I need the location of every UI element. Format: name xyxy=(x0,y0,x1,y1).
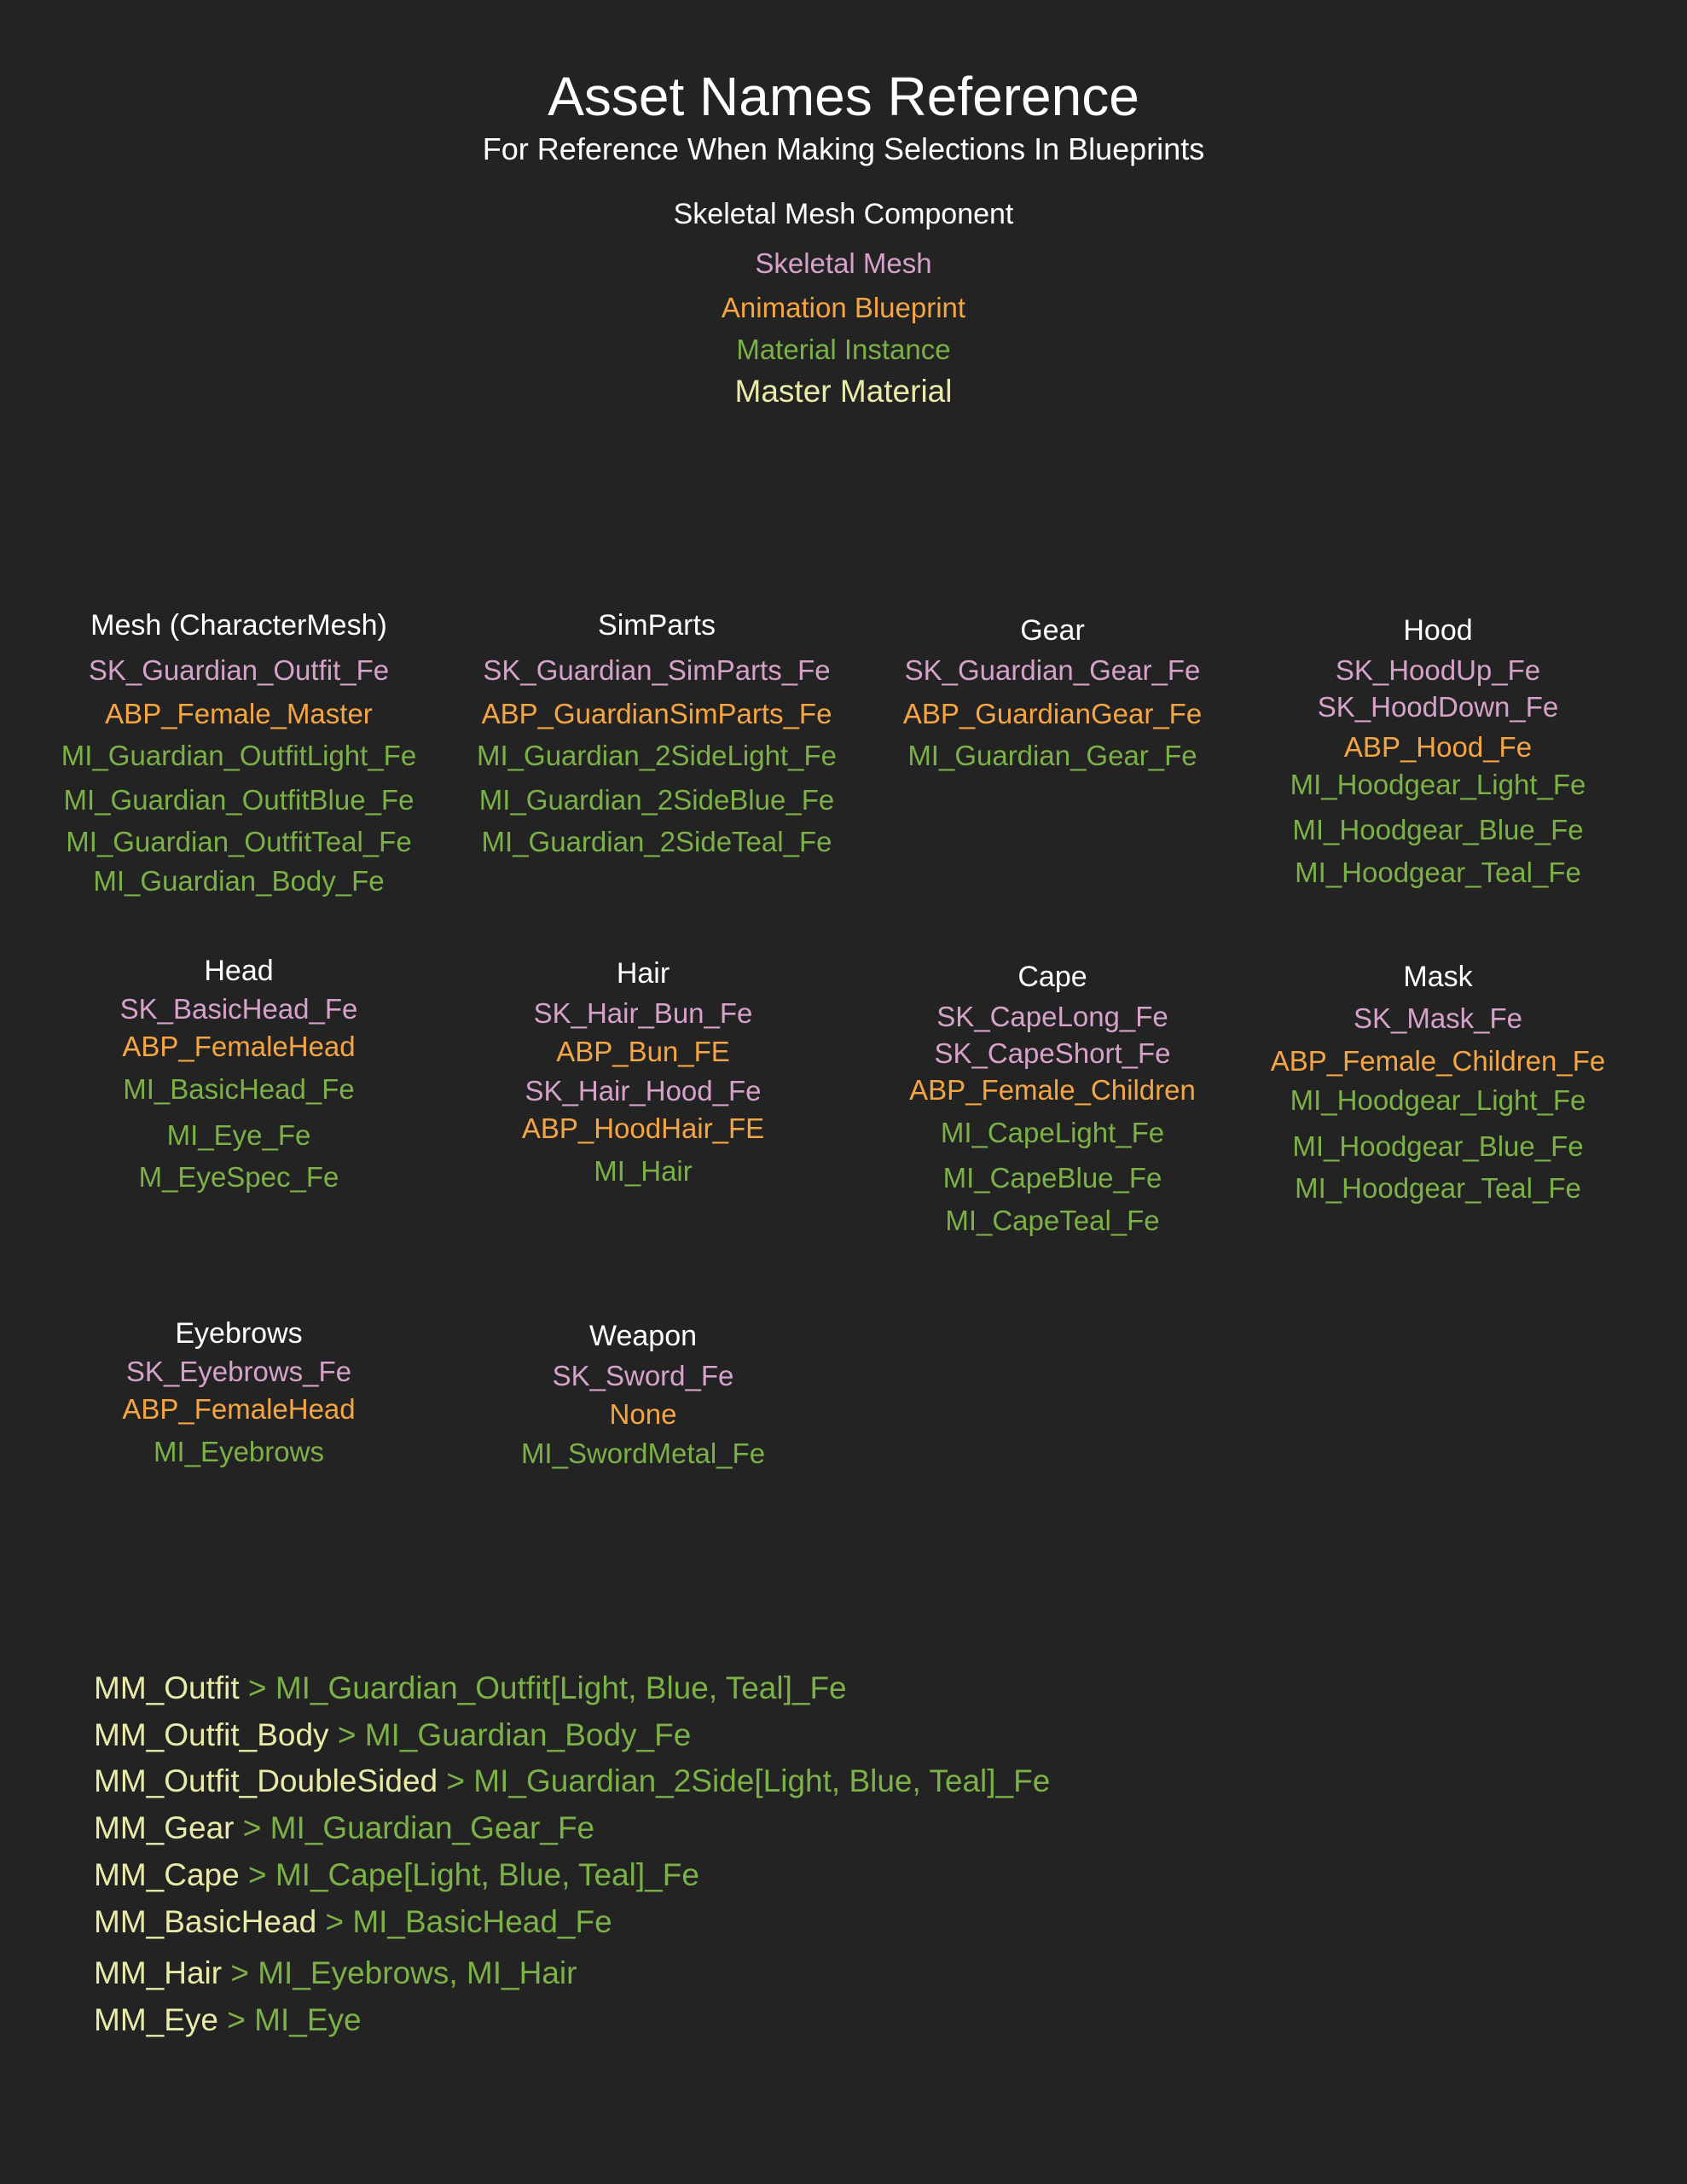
list-item: MI_Hoodgear_Teal_Fe xyxy=(1295,856,1581,888)
list-item: MI_CapeTeal_Fe xyxy=(945,1204,1160,1236)
list-item: MI_Hoodgear_Blue_Fe xyxy=(1292,1130,1584,1162)
group-title: SimParts xyxy=(598,609,716,642)
list-item: MI_Guardian_Gear_Fe xyxy=(907,739,1197,771)
mm-row-gear xyxy=(94,1810,594,1846)
list-item: SK_HoodDown_Fe xyxy=(1317,691,1559,723)
list-item: MI_Guardian_OutfitBlue_Fe xyxy=(63,783,415,816)
group-mesh xyxy=(34,608,443,897)
list-item: ABP_FemaleHead xyxy=(122,1031,356,1063)
group-title: Gear xyxy=(1020,614,1085,647)
list-item: ABP_GuardianGear_Fe xyxy=(902,698,1203,730)
list-item: MI_Guardian_Body_Fe xyxy=(93,864,385,897)
list-item: ABP_Female_Children xyxy=(909,1073,1196,1106)
material-instance-names: MI_Guardian_2Side[Light, Blue, Teal]_Fe xyxy=(473,1763,1051,1798)
group-cape xyxy=(848,960,1257,1237)
list-item: MI_Hoodgear_Light_Fe xyxy=(1290,768,1586,800)
master-material-name: MM_Eye xyxy=(94,2002,218,2037)
material-instance-names: MI_Eyebrows, MI_Hair xyxy=(258,1955,577,1990)
material-instance-names: MI_Guardian_Gear_Fe xyxy=(270,1810,595,1845)
mm-row-outfit-body xyxy=(94,1717,691,1753)
material-instance-names: MI_BasicHead_Fe xyxy=(352,1904,612,1939)
mapping-arrow: > xyxy=(230,1955,249,1990)
list-item: MI_Hoodgear_Blue_Fe xyxy=(1292,814,1584,846)
material-instance-names: MI_Eye xyxy=(254,2002,362,2037)
list-item: MI_BasicHead_Fe xyxy=(123,1072,355,1105)
list-item: M_EyeSpec_Fe xyxy=(138,1161,339,1194)
list-item: MI_Guardian_OutfitTeal_Fe xyxy=(66,826,412,858)
list-item: None xyxy=(609,1398,677,1431)
list-item: SK_HoodUp_Fe xyxy=(1335,653,1541,686)
list-item: SK_Guardian_Outfit_Fe xyxy=(88,653,390,686)
mapping-arrow: > xyxy=(227,2002,246,2037)
list-item: SK_BasicHead_Fe xyxy=(119,992,358,1025)
group-title: Eyebrows xyxy=(175,1317,303,1350)
list-item: MI_CapeLight_Fe xyxy=(940,1116,1165,1148)
mm-row-hair xyxy=(94,1955,577,1991)
list-item: SK_Hair_Bun_Fe xyxy=(533,996,753,1029)
mm-row-eye xyxy=(94,2002,362,2038)
mapping-arrow: > xyxy=(242,1810,262,1845)
group-weapon xyxy=(438,1319,848,1471)
list-item: MI_Hoodgear_Light_Fe xyxy=(1290,1083,1586,1116)
master-material-name: MM_Hair xyxy=(94,1955,223,1990)
list-item: MI_Guardian_2SideTeal_Fe xyxy=(481,826,832,858)
page-subtitle: For Reference When Making Selections In Blueprints xyxy=(482,131,1205,166)
list-item: MI_CapeBlue_Fe xyxy=(942,1162,1162,1194)
material-instance-names: MI_Guardian_Outfit[Light, Blue, Teal]_Fe xyxy=(275,1670,847,1705)
list-item: MI_Hoodgear_Teal_Fe xyxy=(1295,1172,1581,1205)
page-title: Asset Names Reference xyxy=(548,66,1139,127)
list-item: SK_Eyebrows_Fe xyxy=(125,1355,352,1387)
list-item: MI_SwordMetal_Fe xyxy=(520,1437,766,1469)
mm-row-cape xyxy=(94,1857,699,1893)
mm-row-outfit-doublesided xyxy=(94,1763,1050,1799)
list-item: MI_Guardian_2SideBlue_Fe xyxy=(478,783,835,816)
mm-row-basichead xyxy=(94,1904,612,1940)
group-hair xyxy=(438,956,848,1188)
group-title: Head xyxy=(204,955,274,987)
list-item: SK_Mask_Fe xyxy=(1353,1002,1523,1034)
master-material-name: MM_Outfit_Body xyxy=(94,1717,329,1752)
list-item: SK_Guardian_SimParts_Fe xyxy=(483,653,831,686)
list-item: ABP_Female_Children_Fe xyxy=(1270,1045,1606,1077)
group-mask xyxy=(1233,960,1643,1205)
mapping-arrow: > xyxy=(337,1717,357,1752)
list-item: MI_Eyebrows xyxy=(154,1435,324,1467)
group-title: Mesh (CharacterMesh) xyxy=(90,609,387,642)
list-item: SK_CapeLong_Fe xyxy=(936,1000,1168,1032)
group-title: Cape xyxy=(1017,961,1087,993)
group-hood xyxy=(1233,613,1643,889)
legend-master-material: Master Material xyxy=(734,374,953,409)
list-item: SK_Guardian_Gear_Fe xyxy=(904,653,1201,686)
group-title: Mask xyxy=(1403,961,1473,993)
group-title: Weapon xyxy=(588,1320,698,1352)
master-material-name: MM_Outfit_DoubleSided xyxy=(94,1763,438,1798)
list-item: ABP_Female_Master xyxy=(105,698,373,730)
group-title: Hood xyxy=(1403,614,1473,647)
group-gear xyxy=(848,613,1257,773)
legend-material-instance: Material Instance xyxy=(736,334,951,365)
list-item: ABP_Hood_Fe xyxy=(1343,730,1533,763)
mm-row-outfit xyxy=(94,1670,847,1706)
legend-animation-blueprint: Animation Blueprint xyxy=(721,292,966,323)
mapping-arrow: > xyxy=(247,1670,267,1705)
list-item: SK_CapeShort_Fe xyxy=(934,1037,1171,1070)
master-material-name: MM_Cape xyxy=(94,1857,240,1892)
list-item: MI_Guardian_OutfitLight_Fe xyxy=(61,739,417,771)
master-material-name: MM_Outfit xyxy=(94,1670,240,1705)
legend-heading: Skeletal Mesh Component xyxy=(673,198,1014,230)
list-item: MI_Eye_Fe xyxy=(166,1118,311,1151)
mapping-arrow: > xyxy=(446,1763,465,1798)
list-item: MI_Guardian_2SideLight_Fe xyxy=(477,739,837,771)
list-item: MI_Hair xyxy=(594,1155,693,1188)
master-material-name: MM_Gear xyxy=(94,1810,235,1845)
group-head xyxy=(34,954,443,1194)
group-eyebrows xyxy=(34,1316,443,1469)
group-title: Hair xyxy=(616,957,670,990)
material-instance-names: MI_Cape[Light, Blue, Teal]_Fe xyxy=(275,1857,699,1892)
legend-skeletal-mesh: Skeletal Mesh xyxy=(755,247,932,279)
list-item: ABP_HoodHair_FE xyxy=(521,1112,765,1144)
mapping-arrow: > xyxy=(325,1904,345,1939)
list-item: ABP_GuardianSimParts_Fe xyxy=(481,698,832,730)
master-material-name: MM_BasicHead xyxy=(94,1904,317,1939)
list-item: ABP_Bun_FE xyxy=(556,1036,730,1068)
group-simparts xyxy=(452,608,861,859)
list-item: SK_Hair_Hood_Fe xyxy=(525,1074,762,1107)
list-item: SK_Sword_Fe xyxy=(552,1359,734,1391)
material-instance-names: MI_Guardian_Body_Fe xyxy=(364,1717,692,1752)
list-item: ABP_FemaleHead xyxy=(122,1393,356,1426)
mapping-arrow: > xyxy=(247,1857,267,1892)
